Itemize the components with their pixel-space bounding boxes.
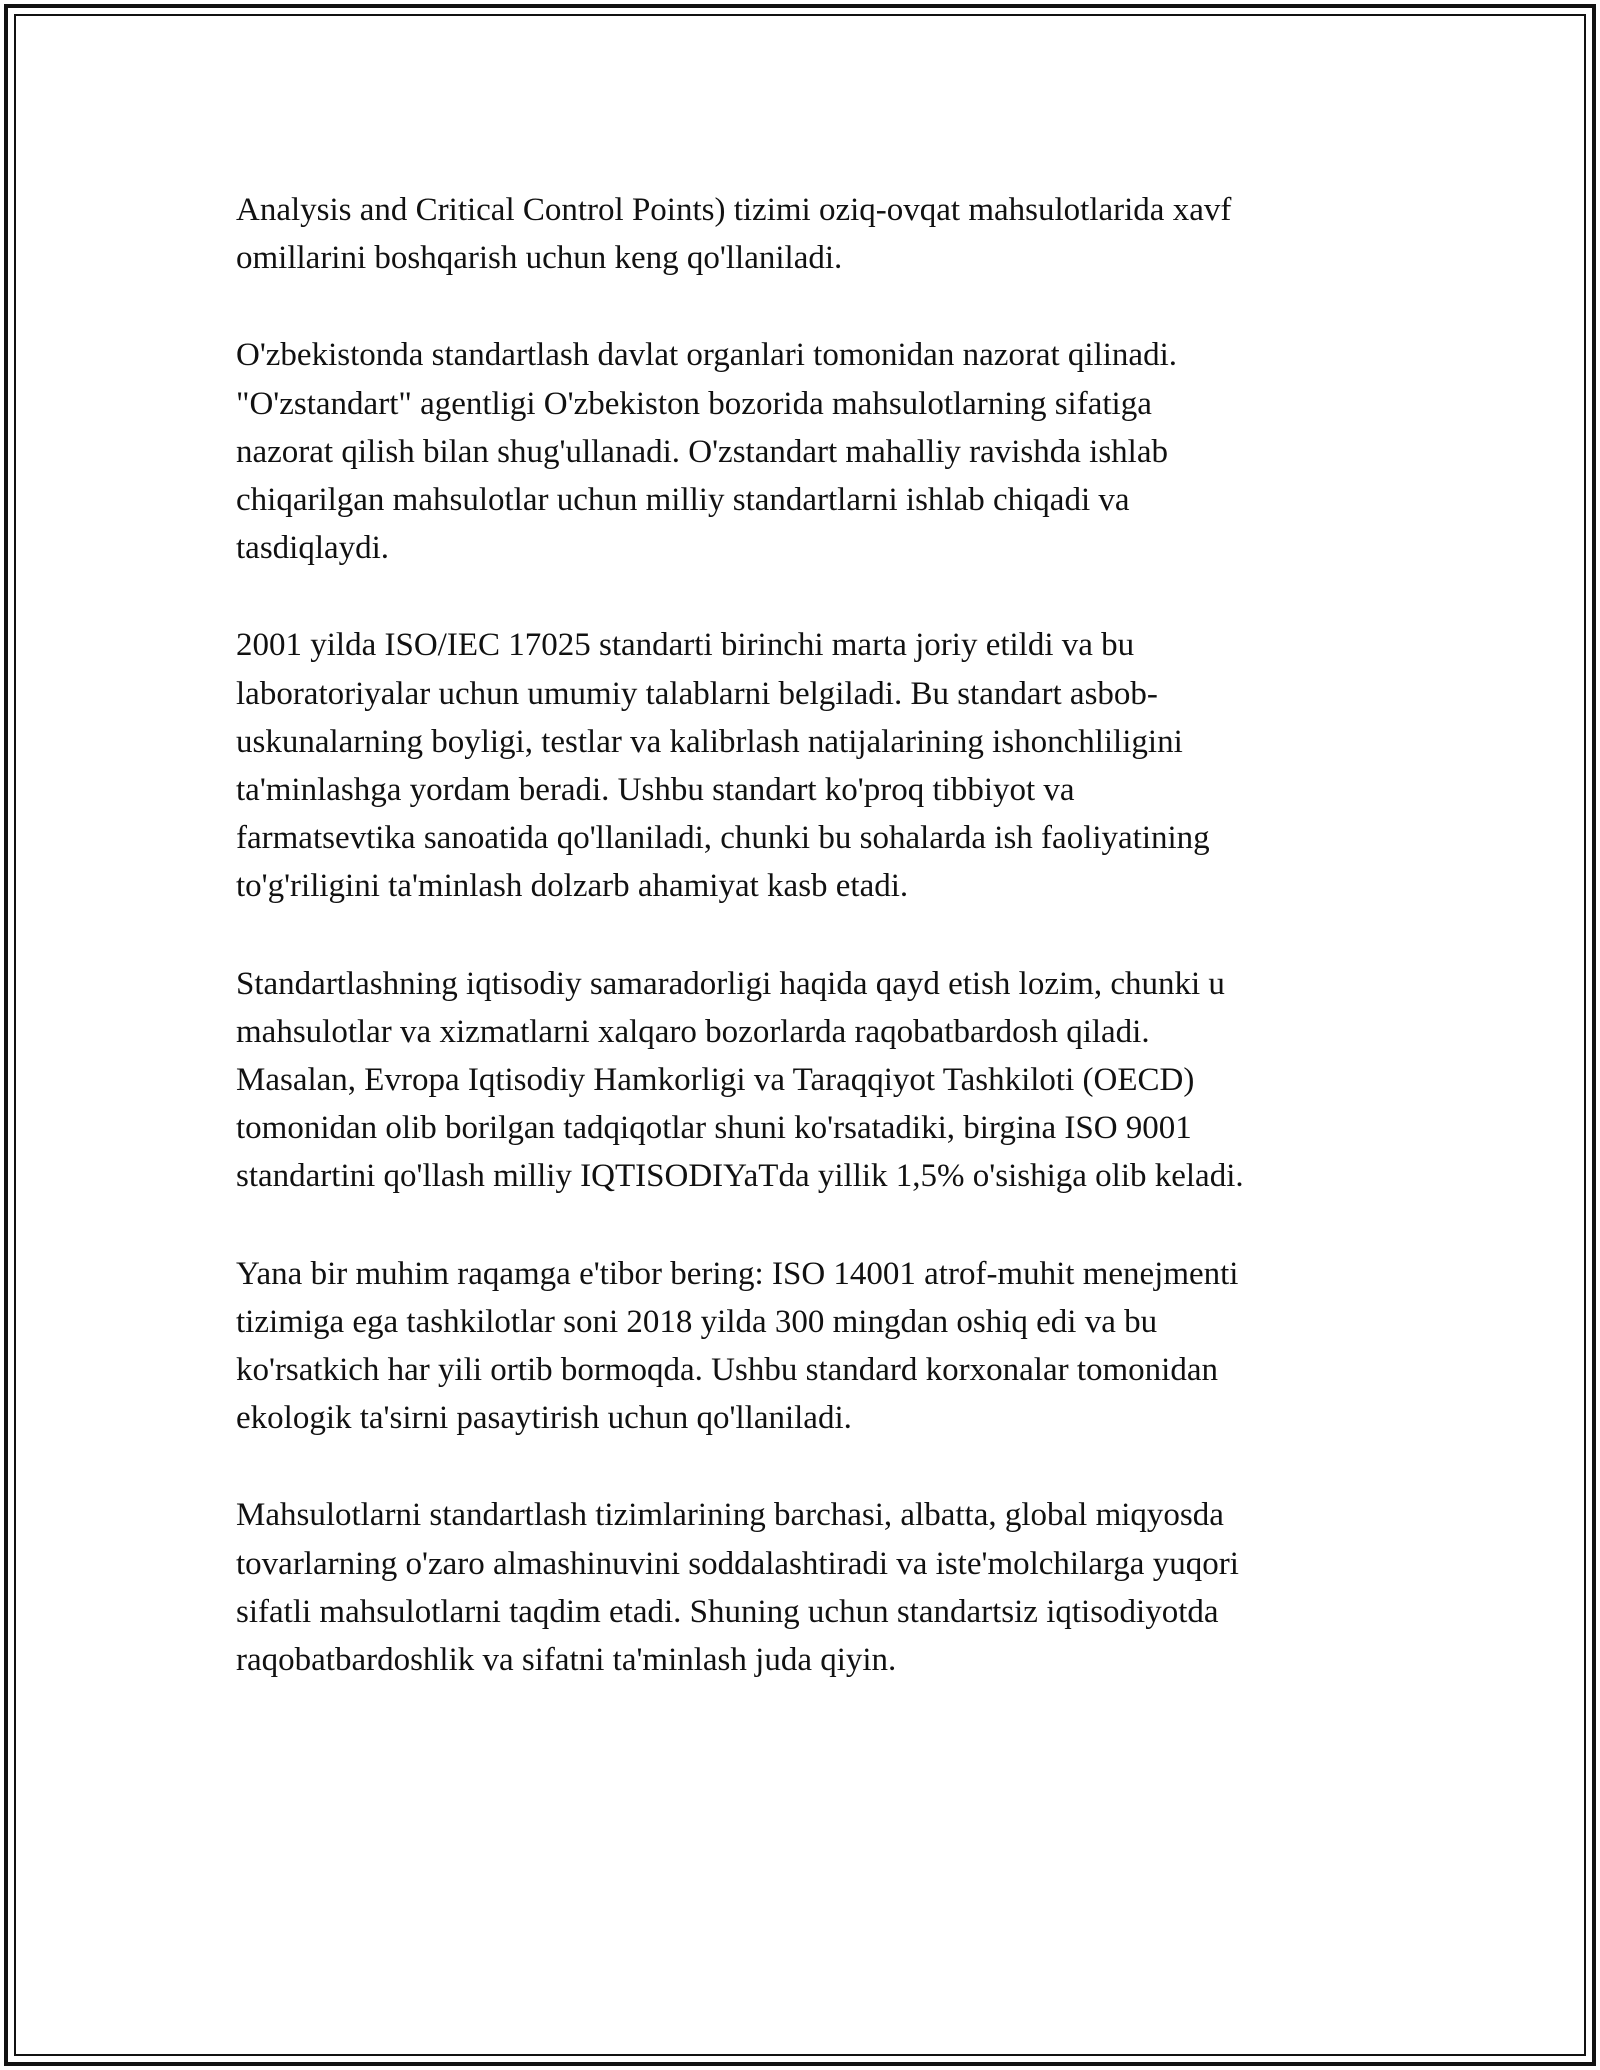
text-line: mahsulotlar va xizmatlarni xalqaro bozorlarda raqobatbardosh qiladi. <box>236 1013 1150 1050</box>
text-line: "O'zstandart" agentligi O'zbekiston bozorida mahsulotlarning sifatiga <box>236 385 1152 422</box>
paragraph-iso-iec-17025 <box>236 621 1386 910</box>
paragraph-conclusion <box>236 1491 1386 1684</box>
text-line: ko'rsatkich har yili ortib bormoqda. Ushbu standard korxonalar tomonidan <box>236 1352 1218 1389</box>
text-line: nazorat qilish bilan shug'ullanadi. O'zstandart mahalliy ravishda ishlab <box>236 433 1168 470</box>
text-line: ta'minlashga yordam beradi. Ushbu standart ko'proq tibbiyot va <box>236 772 1075 809</box>
text-line: farmatsevtika sanoatida qo'llaniladi, chunki bu sohalarda ish faoliyatining <box>236 820 1210 857</box>
text-line: raqobatbardoshlik va sifatni ta'minlash juda qiyin. <box>236 1642 897 1679</box>
text-line: tovarlarning o'zaro almashinuvini soddalashtiradi va iste'molchilarga yuqori <box>236 1545 1239 1582</box>
text-line: omillarini boshqarish uchun keng qo'llaniladi. <box>236 240 843 277</box>
text-line: tomonidan olib borilgan tadqiqotlar shuni ko'rsatadiki, birgina ISO 9001 <box>236 1110 1192 1147</box>
text-line: 2001 yilda ISO/IEC 17025 standarti birinchi marta joriy etildi va bu <box>236 627 1135 664</box>
text-line: to'g'riligini ta'minlash dolzarb ahamiyat kasb etadi. <box>236 868 909 905</box>
text-line: sifatli mahsulotlarni taqdim etadi. Shuning uchun standartsiz iqtisodiyotda <box>236 1593 1219 1630</box>
paragraph-economic-efficiency <box>236 960 1386 1201</box>
text-line: Analysis and Critical Control Points) tizimi oziq-ovqat mahsulotlarida xavf <box>236 192 1232 228</box>
text-line: tizimiga ega tashkilotlar soni 2018 yilda 300 mingdan oshiq edi va bu <box>236 1303 1158 1340</box>
text-line: uskunalarning boyligi, testlar va kalibrlash natijalarining ishonchliligini <box>236 723 1183 760</box>
text-line: chiqarilgan mahsulotlar uchun milliy standartlarni ishlab chiqadi va <box>236 482 1130 519</box>
document-body <box>236 186 1386 1684</box>
paragraph-iso-14001 <box>236 1250 1386 1443</box>
text-line: standartini qo'llash milliy IQTISODIYaTda yillik 1,5% o'sishiga olib keladi. <box>236 1158 1244 1195</box>
paragraph-ozstandart <box>236 331 1386 572</box>
text-line: O'zbekistonda standartlash davlat organlari tomonidan nazorat qilinadi. <box>236 337 1177 374</box>
text-line: Yana bir muhim raqamga e'tibor bering: ISO 14001 atrof-muhit menejmenti <box>236 1255 1239 1292</box>
text-line: Masalan, Evropa Iqtisodiy Hamkorligi va Taraqqiyot Tashkiloti (OECD) <box>236 1062 1195 1099</box>
text-line: ekologik ta'sirni pasaytirish uchun qo'llaniladi. <box>236 1400 852 1437</box>
text-line: tasdiqlaydi. <box>236 530 390 567</box>
paragraph-haccp <box>236 186 1386 282</box>
text-line: Standartlashning iqtisodiy samaradorligi haqida qayd etish lozim, chunki u <box>236 965 1225 1002</box>
text-line: Mahsulotlarni standartlash tizimlarining barchasi, albatta, global miqyosda <box>236 1497 1224 1534</box>
text-line: laboratoriyalar uchun umumiy talablarni belgiladi. Bu standart asbob- <box>236 675 1158 712</box>
